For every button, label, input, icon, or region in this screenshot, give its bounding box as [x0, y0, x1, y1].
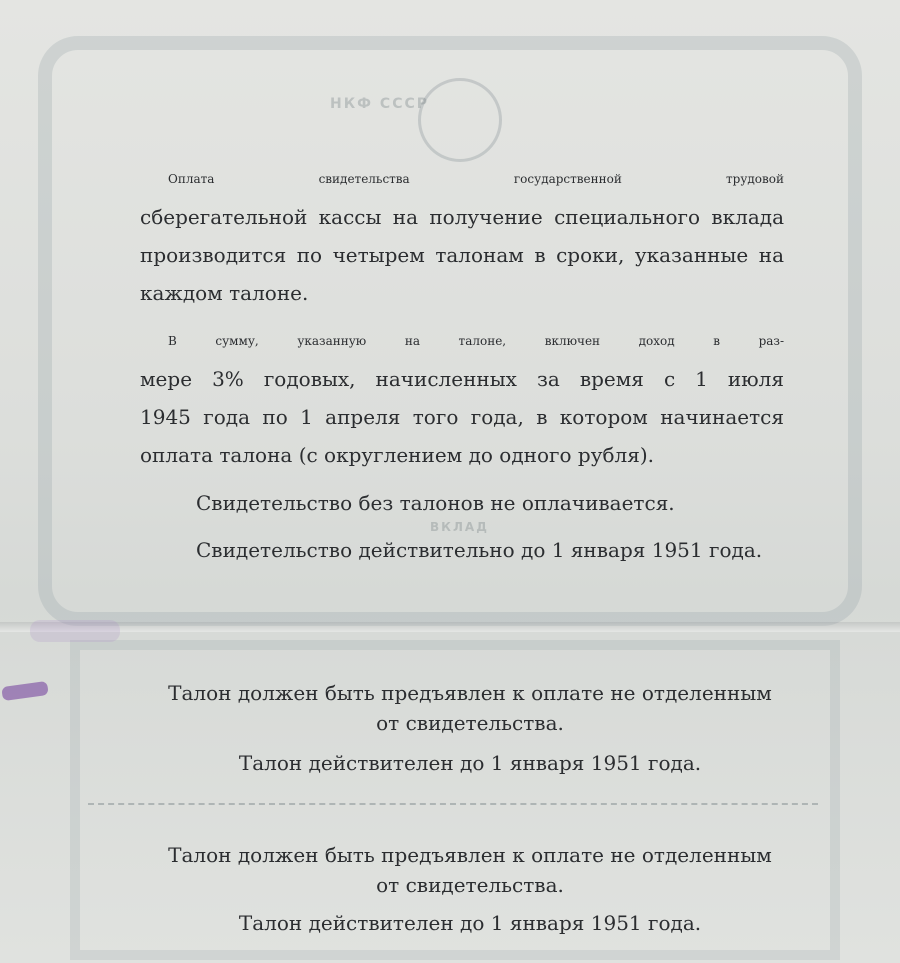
para2-line: оплата талона (с округлением до одного рубля). — [140, 443, 655, 467]
main-text-block — [140, 160, 784, 312]
main-text-block-2 — [140, 322, 784, 474]
no-coupons-note: Свидетельство без талонов не оплачивается. — [196, 491, 675, 515]
emblem-seal — [418, 78, 502, 162]
coupon-1-line-1: Талон должен быть предъявлен к оплате не отделенным — [168, 681, 772, 705]
para1-line: производится по четырем талонам в сроки, указанные на — [140, 243, 784, 267]
fold-line — [0, 622, 900, 632]
background-word: ВКЛАД — [430, 520, 489, 534]
coupon-divider — [88, 803, 818, 805]
para1-line: каждом талоне. — [140, 281, 309, 305]
para2-line: мере 3% годовых, начисленных за время с 1 июля — [140, 367, 784, 391]
para1-line: Оплата свидетельства государственной трудовой — [168, 172, 784, 186]
coupon-1-line-2: от свидетельства. — [376, 711, 564, 735]
coupon-2-line-1: Талон должен быть предъявлен к оплате не отделенным — [168, 843, 772, 867]
ink-stamp-mark — [1, 681, 49, 701]
para2-line: 1945 года по 1 апреля того года, в котором начинается — [140, 405, 784, 429]
coupon-2-line-3: Талон действителен до 1 января 1951 года. — [238, 911, 702, 935]
validity-note: Свидетельство действительно до 1 января 1951 года. — [196, 538, 763, 562]
emblem-caption: НКФ СССР — [330, 96, 430, 112]
coupon-1-line-3: Талон действителен до 1 января 1951 года. — [238, 751, 702, 775]
ink-smudge — [30, 620, 120, 642]
coupon-2-line-2: от свидетельства. — [376, 873, 564, 897]
para2-line: В сумму, указанную на талоне, включен доход в раз- — [168, 334, 784, 348]
para1-line: сберегательной кассы на получение специального вклада — [140, 205, 784, 229]
